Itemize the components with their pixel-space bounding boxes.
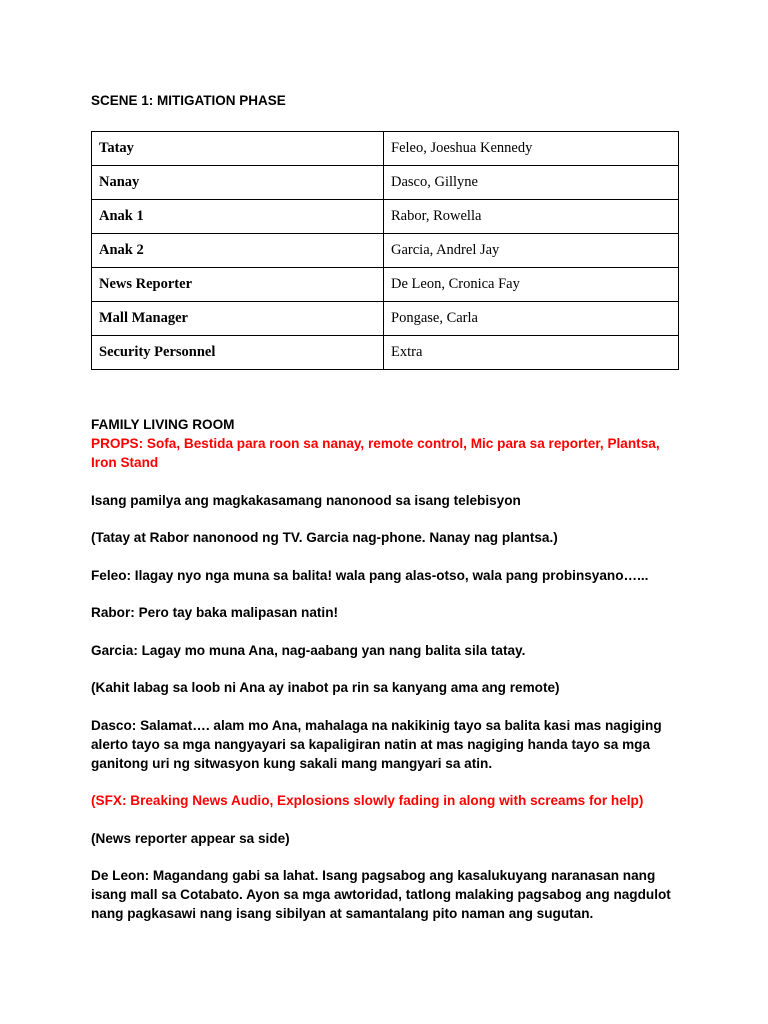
setting-heading: FAMILY LIVING ROOM [91, 417, 235, 432]
dialogue-line: Rabor: Pero tay baka malipasan natin! [91, 605, 339, 620]
cast-row [92, 268, 679, 302]
props-line: PROPS: Sofa, Bestida para roon sa nanay, remote control, Mic para sa reporter, Plantsa, Iron Stand [91, 436, 660, 470]
dialogue-line: Dasco: Salamat…. alam mo Ana, mahalaga na nakikinig tayo sa balita kasi mas nagiging alerto tayo sa mga nangyayari sa kapaligiran natin at mas nagiging handa tayo sa mga ganitong uri ng sitwasyon kung sakali mang mangyari sa atin. [91, 717, 662, 771]
sfx-line: (SFX: Breaking News Audio, Explosions slowly fading in along with screams for help) [91, 793, 644, 808]
cast-role: Security Personnel [92, 336, 384, 370]
script-body [91, 415, 681, 942]
dialogue-line: De Leon: Magandang gabi sa lahat. Isang pagsabog ang kasalukuyang naranasan nang isang mall sa Cotabato. Ayon sa mga awtoridad, tatlong malaking pagsabog ang nagdulot nang pagkasawi nang isang sibilyan at samantalang pito naman ang sugutan. [91, 868, 671, 921]
cast-role: Mall Manager [92, 302, 384, 336]
cast-row [92, 200, 679, 234]
dialogue-line: Feleo: Ilagay nyo nga muna sa balita! wala pang alas-otso, wala pang probinsyano…... [91, 567, 649, 583]
cast-role: News Reporter [92, 268, 384, 302]
cast-actor: Dasco, Gillyne [384, 166, 679, 200]
cast-role: Anak 2 [92, 234, 384, 268]
cast-actor: Pongase, Carla [384, 302, 679, 336]
cast-actor: De Leon, Cronica Fay [384, 268, 679, 302]
cast-actor: Extra [384, 336, 679, 370]
cast-row [92, 234, 679, 268]
cast-actor: Rabor, Rowella [384, 200, 679, 234]
stage-direction: (News reporter appear sa side) [91, 830, 290, 846]
cast-actor: Feleo, Joeshua Kennedy [384, 132, 679, 166]
stage-direction: (Tatay at Rabor nanonood ng TV. Garcia nag-phone. Nanay nag plantsa.) [91, 530, 558, 545]
cast-table [91, 131, 679, 370]
stage-direction: (Kahit labag sa loob ni Ana ay inabot pa rin sa kanyang ama ang remote) [91, 680, 560, 695]
cast-row [92, 302, 679, 336]
cast-row [92, 132, 679, 166]
script-paragraph: Isang pamilya ang magkakasamang nanonood sa isang telebisyon [91, 492, 521, 508]
cast-role: Anak 1 [92, 200, 384, 234]
dialogue-line: Garcia: Lagay mo muna Ana, nag-aabang yan nang balita sila tatay. [91, 642, 526, 658]
cast-actor: Garcia, Andrel Jay [384, 234, 679, 268]
cast-role: Nanay [92, 166, 384, 200]
scene-title: SCENE 1: MITIGATION PHASE [91, 93, 286, 108]
cast-role: Tatay [92, 132, 384, 166]
cast-row [92, 166, 679, 200]
cast-row [92, 336, 679, 370]
